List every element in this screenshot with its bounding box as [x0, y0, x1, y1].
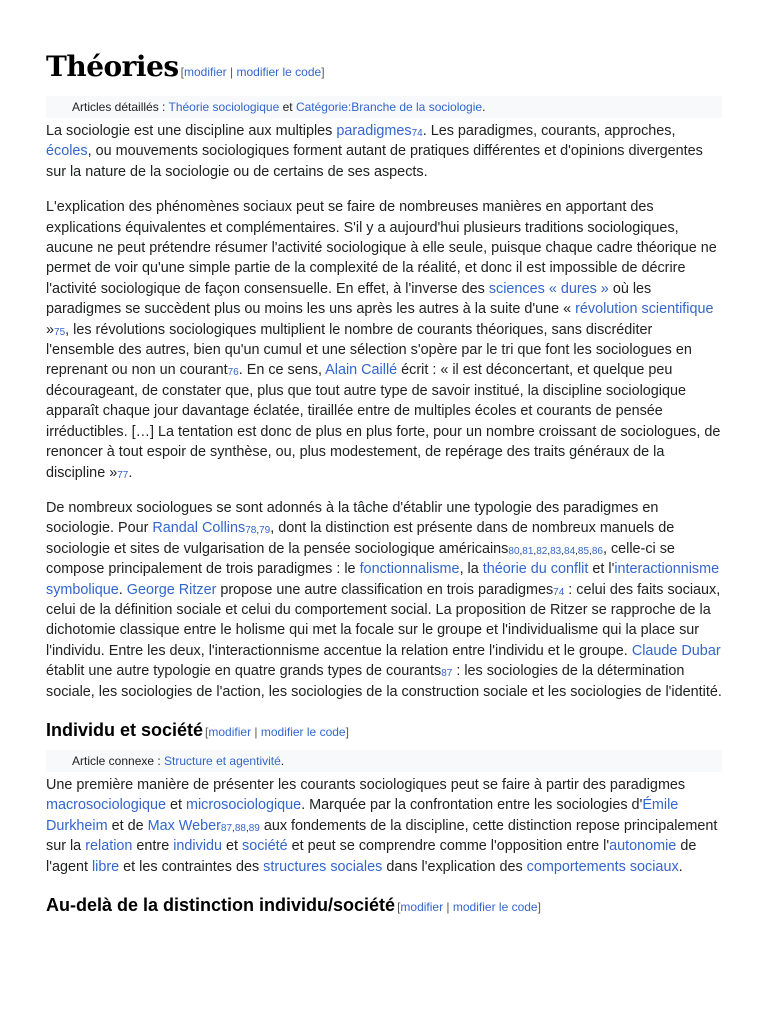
edit-link[interactable]: modifier [400, 900, 444, 914]
text: , ou mouvements sociologiques forment autant de pratiques différentes et d'opinions divergentes sur la nature de la sociologie ou de certains de ses aspects. [46, 143, 703, 180]
text: et peut se comprendre comme l'opposition entre l' [287, 838, 610, 855]
link-fonctionnalisme[interactable]: fonctionnalisme [359, 561, 460, 578]
hatnote-related-article [46, 750, 722, 772]
hatnote-suffix: . [280, 753, 285, 768]
text: Une première manière de présenter les courants sociologiques peut se faire à partir des paradigmes [46, 776, 686, 793]
comma: , [589, 545, 592, 557]
paragraph-1 [46, 121, 722, 182]
section-heading-theories [46, 0, 722, 86]
ref-87b[interactable]: 87 [220, 822, 233, 834]
hatnote-prefix: Articles détaillés : [72, 100, 169, 114]
text: . En ce sens, [238, 362, 326, 379]
section-title: Au-delà de la distinction individu/société [46, 895, 396, 915]
text: . [118, 581, 127, 598]
text: . [678, 858, 683, 875]
hatnote-suffix: . [482, 100, 486, 114]
link-sciences-dures[interactable]: sciences « dures » [488, 280, 609, 297]
section-heading-au-dela [46, 895, 722, 916]
link-max-weber[interactable]: Max Weber [147, 817, 221, 834]
bracket-open: [ [180, 65, 184, 79]
text: établit une autre typologie en quatre grands types de courants [46, 663, 442, 680]
link-structure-agentivite[interactable]: Structure et agentivité [164, 753, 281, 768]
edit-section-links [205, 725, 349, 739]
link-macrosociologique[interactable]: macrosociologique [46, 797, 166, 814]
link-claude-dubar[interactable]: Claude Dubar [631, 642, 721, 659]
ref-80[interactable]: 80 [508, 545, 520, 557]
text: , les révolutions sociologiques multiplient le nombre de courants théoriques, sans discréditer l'ensemble des autres, bien qu'un cumul et une sélection s'opère par le tri que font les sociologues en reprenant ou non un courant [46, 321, 692, 379]
text: où les paradigmes se succèdent plus ou moins les uns après les autres à la suite d'une « [46, 280, 652, 318]
bracket-open: [ [397, 900, 401, 914]
link-george-ritzer[interactable]: George Ritzer [126, 581, 217, 598]
text: La sociologie est une discipline aux multiples [46, 123, 337, 139]
link-societe[interactable]: société [242, 838, 288, 855]
text: , la [459, 561, 483, 578]
text: L'explication des phénomènes sociaux peut se faire de nombreuses manières en apportant des explications équivalentes et complémentaires. S'il y a aujourd'hui plusieurs traditions sociologiques, aucune ne peut prétendre résumer l'activité sociologique à elle seule, puisque chaque cadre théorique ne permet de voir qu'une simple partie de la complexité de la réalité, et donc il est impossible de décrire l'activité sociologique de façon consensuelle. En effet, à l'inverse des [46, 199, 717, 297]
separator: | [251, 724, 261, 739]
hatnote-detailed-articles [46, 96, 722, 118]
ref-76[interactable]: 76 [227, 367, 239, 379]
link-emile-durkheim[interactable]: Émile Durkheim [46, 797, 679, 834]
comma: , [256, 525, 260, 537]
ref-78[interactable]: 78 [245, 525, 257, 537]
ref-82[interactable]: 82 [536, 545, 548, 557]
edit-code-link[interactable]: modifier le code [236, 65, 322, 79]
ref-77[interactable]: 77 [117, 469, 129, 481]
link-ecoles[interactable]: écoles [46, 143, 88, 160]
text: entre [132, 838, 174, 855]
link-autonomie[interactable]: autonomie [609, 838, 677, 855]
link-libre[interactable]: libre [91, 858, 120, 875]
text: et de [107, 817, 148, 834]
section-title: Individu et société [46, 719, 204, 740]
comma: , [547, 545, 551, 557]
ref-85[interactable]: 85 [577, 545, 590, 557]
edit-link[interactable]: modifier [184, 65, 227, 79]
link-microsociologique[interactable]: microsociologique [186, 797, 302, 814]
text: de l'agent [46, 838, 697, 875]
link-theorie-du-conflit[interactable]: théorie du conflit [482, 561, 589, 578]
edit-code-link[interactable]: modifier le code [452, 900, 538, 914]
paragraph-4 [46, 775, 722, 877]
text: . Marquée par la confrontation entre les sociologies d' [301, 797, 643, 814]
edit-link[interactable]: modifier [208, 724, 252, 739]
comma: , [245, 822, 249, 834]
link-individu[interactable]: individu [173, 838, 223, 855]
text: De nombreux sociologues se sont adonnés à la tâche d'établir une typologie des paradigmes en sociologie. Pour [46, 499, 659, 537]
edit-section-links [181, 65, 325, 79]
ref-84[interactable]: 84 [564, 545, 576, 557]
bracket-close: ] [321, 65, 325, 79]
section-title: Théories [46, 50, 179, 83]
bracket-open: [ [205, 724, 209, 739]
link-structures-sociales[interactable]: structures sociales [263, 858, 383, 875]
ref-81[interactable]: 81 [522, 545, 534, 557]
ref-87[interactable]: 87 [441, 668, 453, 680]
text: et [166, 797, 186, 814]
separator: | [443, 900, 453, 914]
separator: | [226, 65, 237, 79]
hatnote-prefix: Article connexe : [72, 753, 165, 768]
edit-section-links [397, 900, 541, 914]
ref-89[interactable]: 89 [248, 822, 260, 834]
text: dans l'explication des [382, 858, 527, 875]
ref-88[interactable]: 88 [234, 822, 246, 834]
comma: , [533, 545, 537, 557]
ref-75[interactable]: 75 [54, 326, 66, 338]
text: et les contraintes des [119, 858, 264, 875]
section-heading-individu-societe [46, 720, 722, 741]
link-relation[interactable]: relation [85, 838, 133, 855]
paragraph-3 [46, 498, 722, 702]
comma: , [232, 822, 235, 834]
text: : les sociologies de la détermination sociale, les sociologies de l'action, les sociologies de la construction sociale et les sociologies de l'identité. [46, 663, 722, 700]
text: » [46, 321, 55, 338]
link-alain-caille[interactable]: Alain Caillé [325, 362, 398, 379]
comma: , [575, 545, 578, 557]
text: . [128, 464, 133, 481]
text: . Les paradigmes, courants, approches, [422, 123, 676, 139]
text: propose une autre classification en trois paradigmes [216, 581, 554, 598]
bracket-close: ] [537, 900, 541, 914]
bracket-close: ] [345, 724, 349, 739]
ref-74[interactable]: 74 [411, 128, 423, 139]
link-interactionnisme-symbolique[interactable]: interactionnisme symbolique [46, 561, 720, 598]
link-theorie-sociologique[interactable]: Théorie sociologique [168, 100, 280, 114]
text: écrit : « il est déconcertant, et quelque peu décourageant, de constater que, plus que tout autre type de savoir institué, la discipline sociologique apparaît chaque jour davantage éclatée, tiraillée entre de multiples écoles et courants de pensée irréductibles. […] La tentation est donc de plus en plus forte, pour un nombre croissant de sociologues, de renoncer à tout espoir de synthèse, ou, plus modestement, de repérage des traits généraux de la discipline » [46, 362, 721, 481]
edit-code-link[interactable]: modifier le code [260, 724, 346, 739]
paragraph-2 [46, 197, 722, 483]
link-comportements-sociaux[interactable]: comportements sociaux [526, 858, 679, 875]
ref-79[interactable]: 79 [259, 525, 271, 537]
text: et [222, 838, 243, 855]
link-paradigmes[interactable]: paradigmes [336, 123, 412, 139]
text: et l' [588, 561, 615, 578]
text: , celle-ci se compose principalement de trois paradigmes : le [46, 540, 675, 578]
ref-86[interactable]: 86 [591, 545, 603, 557]
text: , dont la distinction est présente dans de nombreux manuels de sociologie et sites de vulgarisation de la pensée sociologique américains [46, 520, 675, 557]
link-categorie-branche[interactable]: Catégorie:Branche de la sociologie [295, 100, 483, 114]
link-revolution-scientifique[interactable]: révolution scientifique [575, 301, 714, 318]
text: : celui des faits sociaux, celui de la définition sociale et celui du comportement social. La proposition de Ritzer se rapproche de la dichotomie classique entre le holisme qui met la focale sur le groupe et l'individualisme qui la place sur l'individu. Entre les deux, l'interactionnisme accentue la relation entre l'individu et le groupe. [46, 581, 721, 659]
ref-83[interactable]: 83 [550, 545, 562, 557]
hatnote-middle: et [279, 100, 296, 114]
link-randal-collins[interactable]: Randal Collins [152, 520, 246, 537]
comma: , [561, 545, 565, 557]
comma: , [519, 545, 523, 557]
text: aux fondements de la discipline, cette distinction repose principalement sur la [46, 817, 718, 855]
ref-74b[interactable]: 74 [553, 586, 565, 598]
